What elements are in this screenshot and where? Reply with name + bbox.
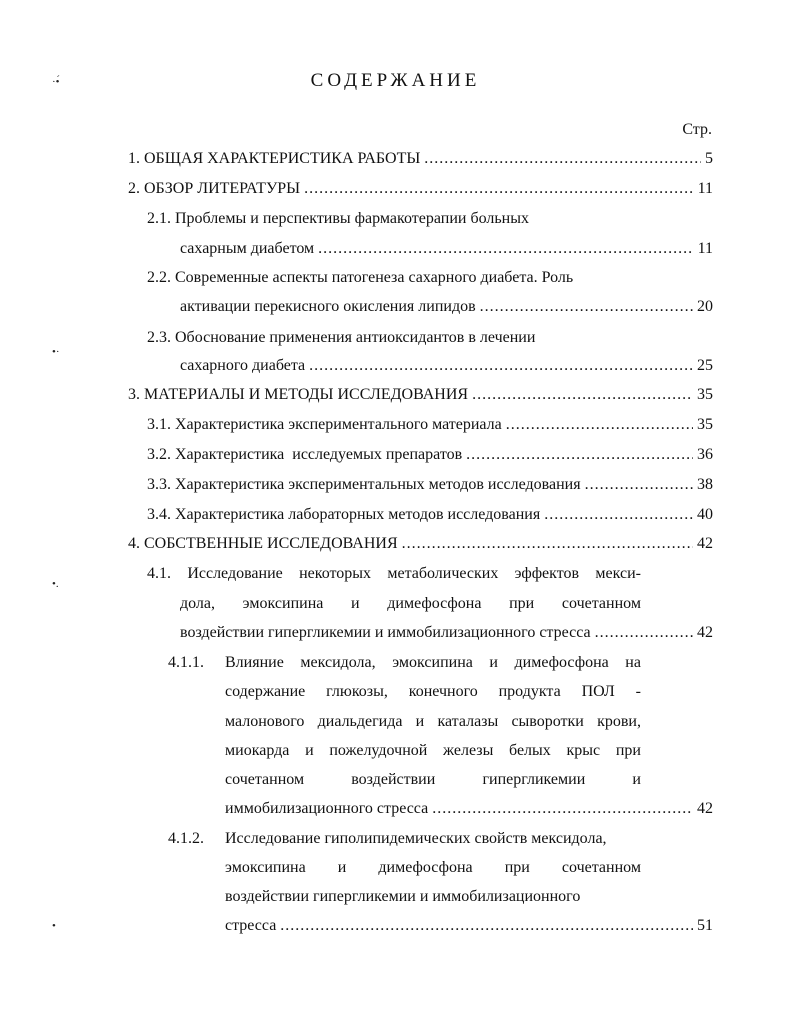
word: железы [443, 742, 494, 759]
toc-entry[interactable] [180, 240, 713, 262]
toc-entry-page: 42 [697, 624, 713, 641]
word: и [415, 713, 425, 730]
toc-entry[interactable] [225, 800, 713, 822]
toc-leader-dots [480, 298, 693, 316]
word: сочетанном [561, 859, 641, 876]
toc-entry-page: 40 [697, 506, 713, 523]
toc-entry[interactable] [147, 476, 713, 498]
word: димефосфона [378, 859, 473, 876]
toc-entry-label: 2.2. Современные аспекты патогенеза сахарного диабета. Роль [147, 269, 574, 286]
toc-entry-label: 3.1. Характеристика экспериментального материала [147, 416, 502, 433]
toc-leader-dots [304, 180, 693, 198]
word: при [504, 859, 530, 876]
toc-leader-dots [585, 476, 693, 494]
toc-leader-dots [544, 506, 693, 524]
toc-entry[interactable] [128, 180, 713, 202]
toc-entry-page: 35 [697, 386, 713, 403]
toc-entry-page: 42 [697, 535, 713, 552]
word: сочетанном [561, 595, 641, 612]
word: при [615, 742, 641, 759]
toc-entry-page: 36 [697, 446, 713, 463]
toc-entry-label: 1. ОБЩАЯ ХАРАКТЕРИСТИКА РАБОТЫ [128, 150, 421, 167]
page-title: СОДЕРЖАНИЕ [310, 70, 481, 91]
word: гипергликемии [482, 771, 586, 788]
toc-entry-label: сахарным диабетом [180, 240, 315, 257]
margin-mark: •· [52, 346, 60, 358]
page-column-header: Стр. [682, 121, 712, 138]
word: и [305, 742, 314, 759]
word: димефосфона [514, 654, 609, 671]
toc-leader-dots [424, 150, 701, 168]
word: белых [509, 742, 551, 759]
toc-entry-label [225, 742, 641, 764]
toc-entry-label [147, 565, 641, 587]
toc-leader-dots [472, 386, 693, 404]
word: эмоксипина [392, 654, 473, 671]
word: метаболических [387, 565, 499, 582]
word: и [632, 771, 641, 788]
toc-entry-page: 5 [705, 150, 713, 167]
toc-entry-label: 2. ОБЗОР ЛИТЕРАТУРЫ [128, 180, 301, 197]
toc-entry-label [225, 859, 641, 881]
toc-entry-label [225, 683, 641, 705]
toc-entry-page: 51 [697, 917, 713, 934]
word: эмоксипина [225, 859, 306, 876]
word: сыворотки [511, 713, 584, 730]
toc-leader-dots [466, 446, 693, 464]
toc-entry-page: 20 [697, 298, 713, 315]
word: пожелудочной [329, 742, 428, 759]
toc-entry[interactable] [180, 357, 713, 379]
toc-entry[interactable] [147, 416, 713, 438]
word: эмоксипина [242, 595, 324, 612]
toc-entry-label: Исследование гиполипидемических свойств мексидола, [225, 830, 607, 847]
word: продукта [498, 683, 561, 700]
toc-entry-page: 38 [697, 476, 713, 493]
toc-entry[interactable] [128, 535, 713, 557]
word: на [625, 654, 641, 671]
margin-mark: • [52, 920, 56, 932]
toc-entry-page: 42 [697, 800, 713, 817]
word: димефосфона [387, 595, 482, 612]
word: глюкозы, [326, 683, 388, 700]
toc-entry-label: воздействии гипергликемии и иммобилизационного стресса [180, 624, 591, 641]
toc-entry-label: активации перекисного окисления липидов [180, 298, 476, 315]
word: сочетанном [225, 771, 305, 788]
word: миокарда [225, 742, 290, 759]
word: и [489, 654, 498, 671]
word: крови, [597, 713, 641, 730]
toc-entry[interactable] [225, 917, 713, 939]
word: эффектов [514, 565, 580, 582]
toc-entry-label: стресса [225, 917, 277, 934]
toc-entry-label: 3.2. Характеристика исследуемых препаратов [147, 446, 463, 463]
word: содержание [225, 683, 306, 700]
word: крыс [566, 742, 601, 759]
toc-entry-label [180, 595, 641, 617]
word: - [635, 683, 641, 700]
toc-entry-page: 25 [697, 357, 713, 374]
toc-entry-number: 4.1.2. [168, 830, 204, 847]
word: и [351, 595, 360, 612]
margin-mark: •. [52, 578, 59, 590]
toc-entry-page: 11 [697, 240, 713, 257]
word: некоторых [299, 565, 372, 582]
toc-entry-page: 35 [697, 416, 713, 433]
word: ПОЛ [581, 683, 615, 700]
margin-mark: ·•́ [52, 76, 60, 88]
toc-leader-dots [432, 800, 693, 818]
word: при [509, 595, 535, 612]
toc-entry-number: 4.1.1. [168, 654, 204, 671]
toc-entry-label: 2.3. Обоснование применения антиоксидантов в лечении [147, 329, 536, 346]
toc-entry-label: 4. СОБСТВЕННЫЕ ИССЛЕДОВАНИЯ [128, 535, 398, 552]
toc-entry-page: 11 [697, 180, 713, 197]
toc-leader-dots [318, 240, 693, 258]
toc-leader-dots [280, 917, 693, 935]
toc-entry-label: 3. МАТЕРИАЛЫ И МЕТОДЫ ИССЛЕДОВАНИЯ [128, 386, 469, 403]
toc-entry[interactable] [180, 298, 713, 320]
word: каталазы [437, 713, 499, 730]
toc-entry-label [225, 713, 641, 735]
word: малонового [225, 713, 305, 730]
toc-entry[interactable] [147, 446, 713, 468]
toc-entry-label [225, 654, 641, 676]
toc-leader-dots [506, 416, 693, 434]
word: 4.1. [147, 565, 171, 582]
word: мекси- [595, 565, 641, 582]
toc-leader-dots [595, 624, 693, 642]
toc-entry[interactable] [147, 506, 713, 528]
toc-entry-label: иммобилизационного стресса [225, 800, 429, 817]
toc-entry[interactable] [180, 624, 713, 646]
word: Исследование [187, 565, 283, 582]
toc-leader-dots [402, 535, 693, 553]
toc-entry-label [225, 771, 641, 793]
toc-entry[interactable] [128, 150, 713, 172]
word: Влияние [225, 654, 284, 671]
word: и [337, 859, 347, 876]
toc-entry-label: 3.3. Характеристика экспериментальных методов исследования [147, 476, 581, 493]
word: конечного [408, 683, 478, 700]
word: дола, [180, 595, 216, 612]
word: мексидола, [300, 654, 376, 671]
toc-entry-label: сахарного диабета [180, 357, 306, 374]
toc-entry-label: воздействии гипергликемии и иммобилизационного [225, 888, 581, 905]
toc-entry[interactable] [128, 386, 713, 408]
word: диальдегида [317, 713, 403, 730]
toc-entry-label: 2.1. Проблемы и перспективы фармакотерапии больных [147, 210, 529, 227]
toc-leader-dots [309, 357, 693, 375]
toc-entry-label: 3.4. Характеристика лабораторных методов исследования [147, 506, 541, 523]
word: воздействии [351, 771, 436, 788]
